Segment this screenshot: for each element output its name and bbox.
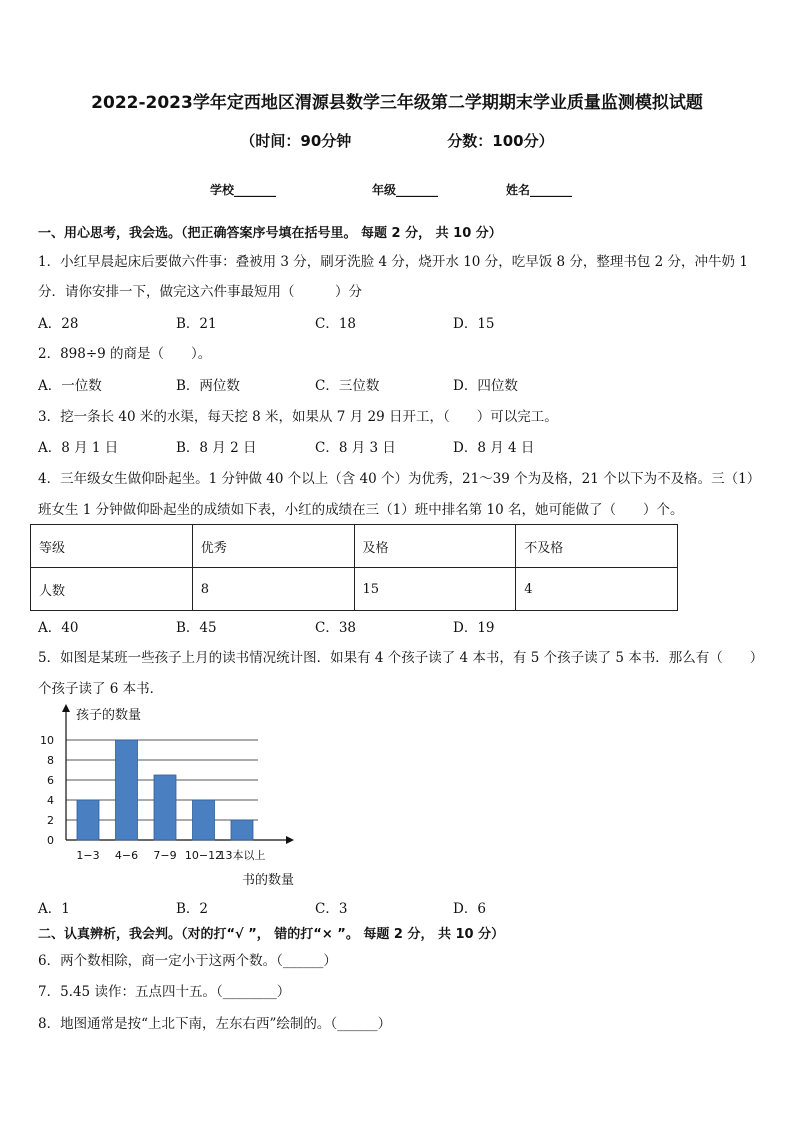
exam-meta <box>0 130 794 151</box>
x-tick-label: 10−12 <box>184 849 223 862</box>
q4-text-line1: 4．三年级女生做仰卧起坐。1 分钟做 40 个以上（含 40 个）为优秀，21～39 个为及格，21 个以下为不及格。三（1） <box>38 471 761 487</box>
bar <box>116 740 138 840</box>
table-cell: 不及格 <box>516 525 678 568</box>
table-cell: 4 <box>516 568 678 611</box>
q5-text-line2: 个孩子读了 6 本书． <box>38 681 164 697</box>
y-tick-label: 4 <box>47 794 54 807</box>
q5-option-a[interactable]: A．1 <box>38 901 70 917</box>
table-cell: 8 <box>192 568 354 611</box>
q3-text: 3．挖一条长 40 米的水渠，每天挖 8 米，如果从 7 月 29 日开工，（ ）可以完工。 <box>38 409 558 425</box>
q3-option-b[interactable]: B．8 月 2 日 <box>176 440 257 456</box>
x-tick-label: 1−3 <box>76 849 100 862</box>
q2-option-b[interactable]: B．两位数 <box>176 378 240 394</box>
bar <box>154 775 176 840</box>
q4-option-c[interactable]: C．38 <box>315 620 357 636</box>
q5-text-line1: 5．如图是某班一些孩子上月的读书情况统计图．如果有 4 个孩子读了 4 本书，有 5 个孩子读了 5 本书．那么有（ ） <box>38 650 764 666</box>
q1-option-a[interactable]: A．28 <box>38 316 79 332</box>
table-cell: 优秀 <box>192 525 354 568</box>
x-tick-label: 7−9 <box>153 849 177 862</box>
y-tick-label: 6 <box>47 774 54 787</box>
exam-time: （时间：90分钟 <box>240 132 352 150</box>
table-header-row <box>31 525 678 568</box>
reading-bar-chart <box>30 700 320 892</box>
table-cell: 15 <box>354 568 516 611</box>
section-2-heading: 二、认真辨析，我会判。（对的打“√ ”， 错的打“× ”。 每题 2 分， 共 10 分） <box>38 927 505 942</box>
table-row <box>31 568 678 611</box>
y-tick-label: 10 <box>40 734 54 747</box>
q4-option-a[interactable]: A．40 <box>38 620 79 636</box>
q2-text: 2．898÷9 的商是（ ）。 <box>38 346 212 362</box>
q4-option-d[interactable]: D．19 <box>453 620 495 636</box>
table-cell: 人数 <box>31 568 193 611</box>
q1-option-d[interactable]: D．15 <box>453 316 495 332</box>
page-title: 2022-2023学年定西地区渭源县数学三年级第二学期期末学业质量监测模拟试题 <box>91 93 703 113</box>
q1-text-line1: 1．小红早晨起床后要做六件事：叠被用 3 分，刷牙洗脸 4 分，烧开水 10 分，吃早饭 8 分，整理书包 2 分，冲牛奶 1 <box>38 254 748 270</box>
grade-field[interactable]: 年级_______ <box>372 183 439 197</box>
q3-option-a[interactable]: A．8 月 1 日 <box>38 440 119 456</box>
y-tick-label: 0 <box>47 834 54 847</box>
q4-score-table <box>30 524 678 611</box>
q7-text: 7．5.45 读作：五点四十五。（________） <box>38 984 291 1000</box>
q5-option-c[interactable]: C．3 <box>315 901 348 917</box>
section-1-heading: 一、用心思考，我会选。（把正确答案序号填在括号里。 每题 2 分， 共 10 分） <box>38 226 502 241</box>
exam-score: 分数：100分） <box>447 132 554 150</box>
x-axis-title: 书的数量 <box>241 873 295 888</box>
q8-text: 8．地图通常是按“上北下南，左东右西”绘制的。（______） <box>38 1016 392 1032</box>
x-tick-label: 13本以上 <box>218 849 266 862</box>
bar <box>77 800 99 840</box>
q3-option-c[interactable]: C．8 月 3 日 <box>315 440 396 456</box>
q1-option-c[interactable]: C．18 <box>315 316 357 332</box>
name-field[interactable]: 姓名_______ <box>506 183 573 197</box>
y-axis-title: 孩子的数量 <box>76 708 142 723</box>
q1-text-line2: 分．请你安排一下，做完这六件事最短用（ ）分 <box>38 284 362 300</box>
q6-text: 6．两个数相除，商一定小于这两个数。（______） <box>38 953 337 969</box>
q2-option-a[interactable]: A．一位数 <box>38 378 102 394</box>
q5-option-b[interactable]: B．2 <box>176 901 209 917</box>
table-cell: 等级 <box>31 525 193 568</box>
q2-option-d[interactable]: D．四位数 <box>453 378 518 394</box>
x-axis-arrow <box>286 836 294 844</box>
q3-option-d[interactable]: D．8 月 4 日 <box>453 440 535 456</box>
school-field[interactable]: 学校_______ <box>210 183 277 197</box>
x-tick-label: 4−6 <box>114 849 139 862</box>
y-tick-label: 8 <box>47 754 54 767</box>
q4-text-line2: 班女生 1 分钟做仰卧起坐的成绩如下表，小红的成绩在三（1）班中排名第 10 名，她可能做了（ ）个。 <box>38 502 684 518</box>
q5-option-d[interactable]: D．6 <box>453 901 486 917</box>
table-cell: 及格 <box>354 525 516 568</box>
bar <box>193 800 215 840</box>
q2-option-c[interactable]: C．三位数 <box>315 378 380 394</box>
y-axis-arrow <box>62 704 70 712</box>
q4-option-b[interactable]: B．45 <box>176 620 217 636</box>
q1-option-b[interactable]: B．21 <box>176 316 217 332</box>
bar <box>231 820 253 840</box>
y-tick-label: 2 <box>47 814 54 827</box>
